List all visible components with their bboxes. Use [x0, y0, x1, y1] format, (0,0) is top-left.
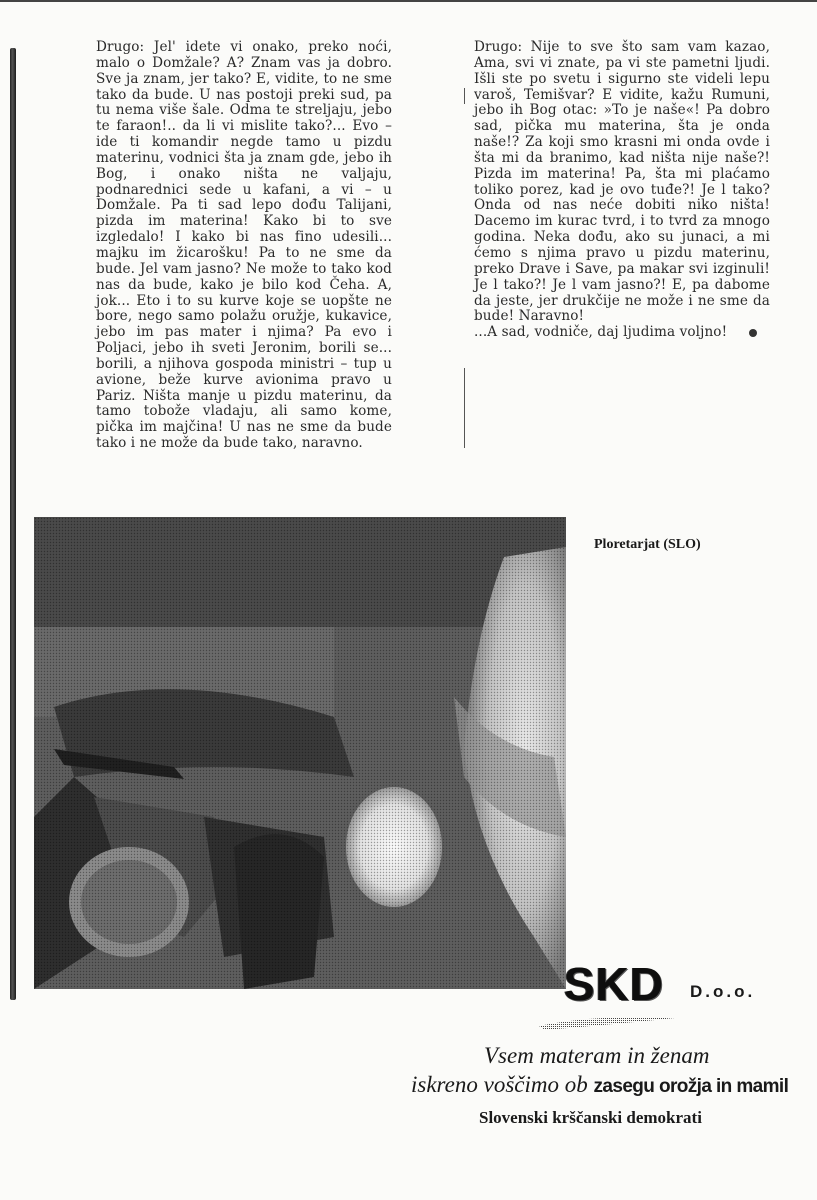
halftone-photograph — [34, 517, 566, 989]
article-text-left: Drugo: Jel' idete vi onako, preko noći, malo o Domžale? A? Znam vas ja dobro. Sve ja znam, jer tako? E, vidite, to ne sme tako da bude. U nas postoji preki sud, pa tu nema više šale. Odma te streljaju, jebo te faraon!.. da li vi mislite tako?... Evo – ide ti komandir negde tamo u pizdu materinu, vodnici šta ja znam gde, jebo ih Bog, i onako ništa ne valjaju, podnarednici sede u kafani, a vi – u Domžale. Pa ti sad lepo dođu Talijani, pizda im materina! Kako bi to sve izgledalo! I kako bi nas fino udesili... majku im žicarošku! Pa to ne sme da bude. Jel vam jasno? Ne može to tako kod nas da bude, kako je bilo kod Čeha. A, jok... Eto i to su kurve koje se uopšte ne bore, nego samo polažu oružje, kukavice, jebo im pas mater i njima? Pa evo i Poljaci, jebo ih sveti Jeronim, borili se... borili, a njihova gospoda ministri – tup u avione, beže kurve avionima pravo u Pariz. Ništa manje u pizdu materinu, da tamo tobože vladaju, ali samo kome, pička im majčina! U nas ne sme da bude tako i ne može da bude tako, naravno. — [96, 39, 392, 452]
advert-greeting-line-2 — [411, 1072, 788, 1098]
article-column-left — [96, 40, 392, 452]
margin-tick — [464, 368, 465, 448]
page-top-edge — [0, 0, 817, 2]
photo-illustration — [34, 517, 566, 989]
advert-greeting-emphasis: zasegu orožja in mamil — [593, 1076, 789, 1097]
advert-greeting-line-1: Vsem materam in ženam — [484, 1043, 710, 1068]
article-closing-text: ...A sad, vodniče, daj ljudima voljno! — [474, 324, 728, 341]
binding-spine — [10, 48, 16, 1000]
article-column-right — [474, 40, 770, 341]
end-of-article-mark — [749, 329, 757, 337]
margin-tick — [464, 88, 465, 104]
logo-suffix: D.o.o. — [690, 982, 756, 1001]
logo-swoosh — [537, 1012, 677, 1032]
advert-signature: Slovenski krščanski demokrati — [479, 1108, 702, 1127]
article-closing-line — [474, 325, 770, 341]
skd-logo: SKD — [564, 958, 665, 1010]
article-text-right: Drugo: Nije to sve što sam vam kazao, Ama, svi vi znate, pa vi ste pametni ljudi. Išli ste po svetu i sigurno ste videli lepu varoš, Temišvar? E vidite, kažu Rumuni, jebo ih Bog otac: »To je naše«! Pa dobro sad, pička mu materina, šta je onda naše!? Za koji smo krasni mi onda ovde i šta mi da branimo, kad ništa nije naše?! Pizda im materina! Pa, šta mi plaćamo toliko porez, kad je ovo tuđe?! Je l tako? Onda od nas neće dobiti niko ništa! Dacemo im kurac tvrd, i to tvrd za mnogo godina. Neka dođu, ako su junaci, a mi ćemo s njima pravo u pizdu materinu, preko Drave i Save, pa makar svi izginuli! Je l tako?! Je l vam jasno?! E, pa dabome da jeste, jer drukčije ne može i ne sme da bude! Naravno! — [474, 39, 770, 325]
advert-greeting-prefix: iskreno voščimo ob — [411, 1072, 588, 1097]
photo-caption: Ploretarjat (SLO) — [594, 537, 701, 552]
